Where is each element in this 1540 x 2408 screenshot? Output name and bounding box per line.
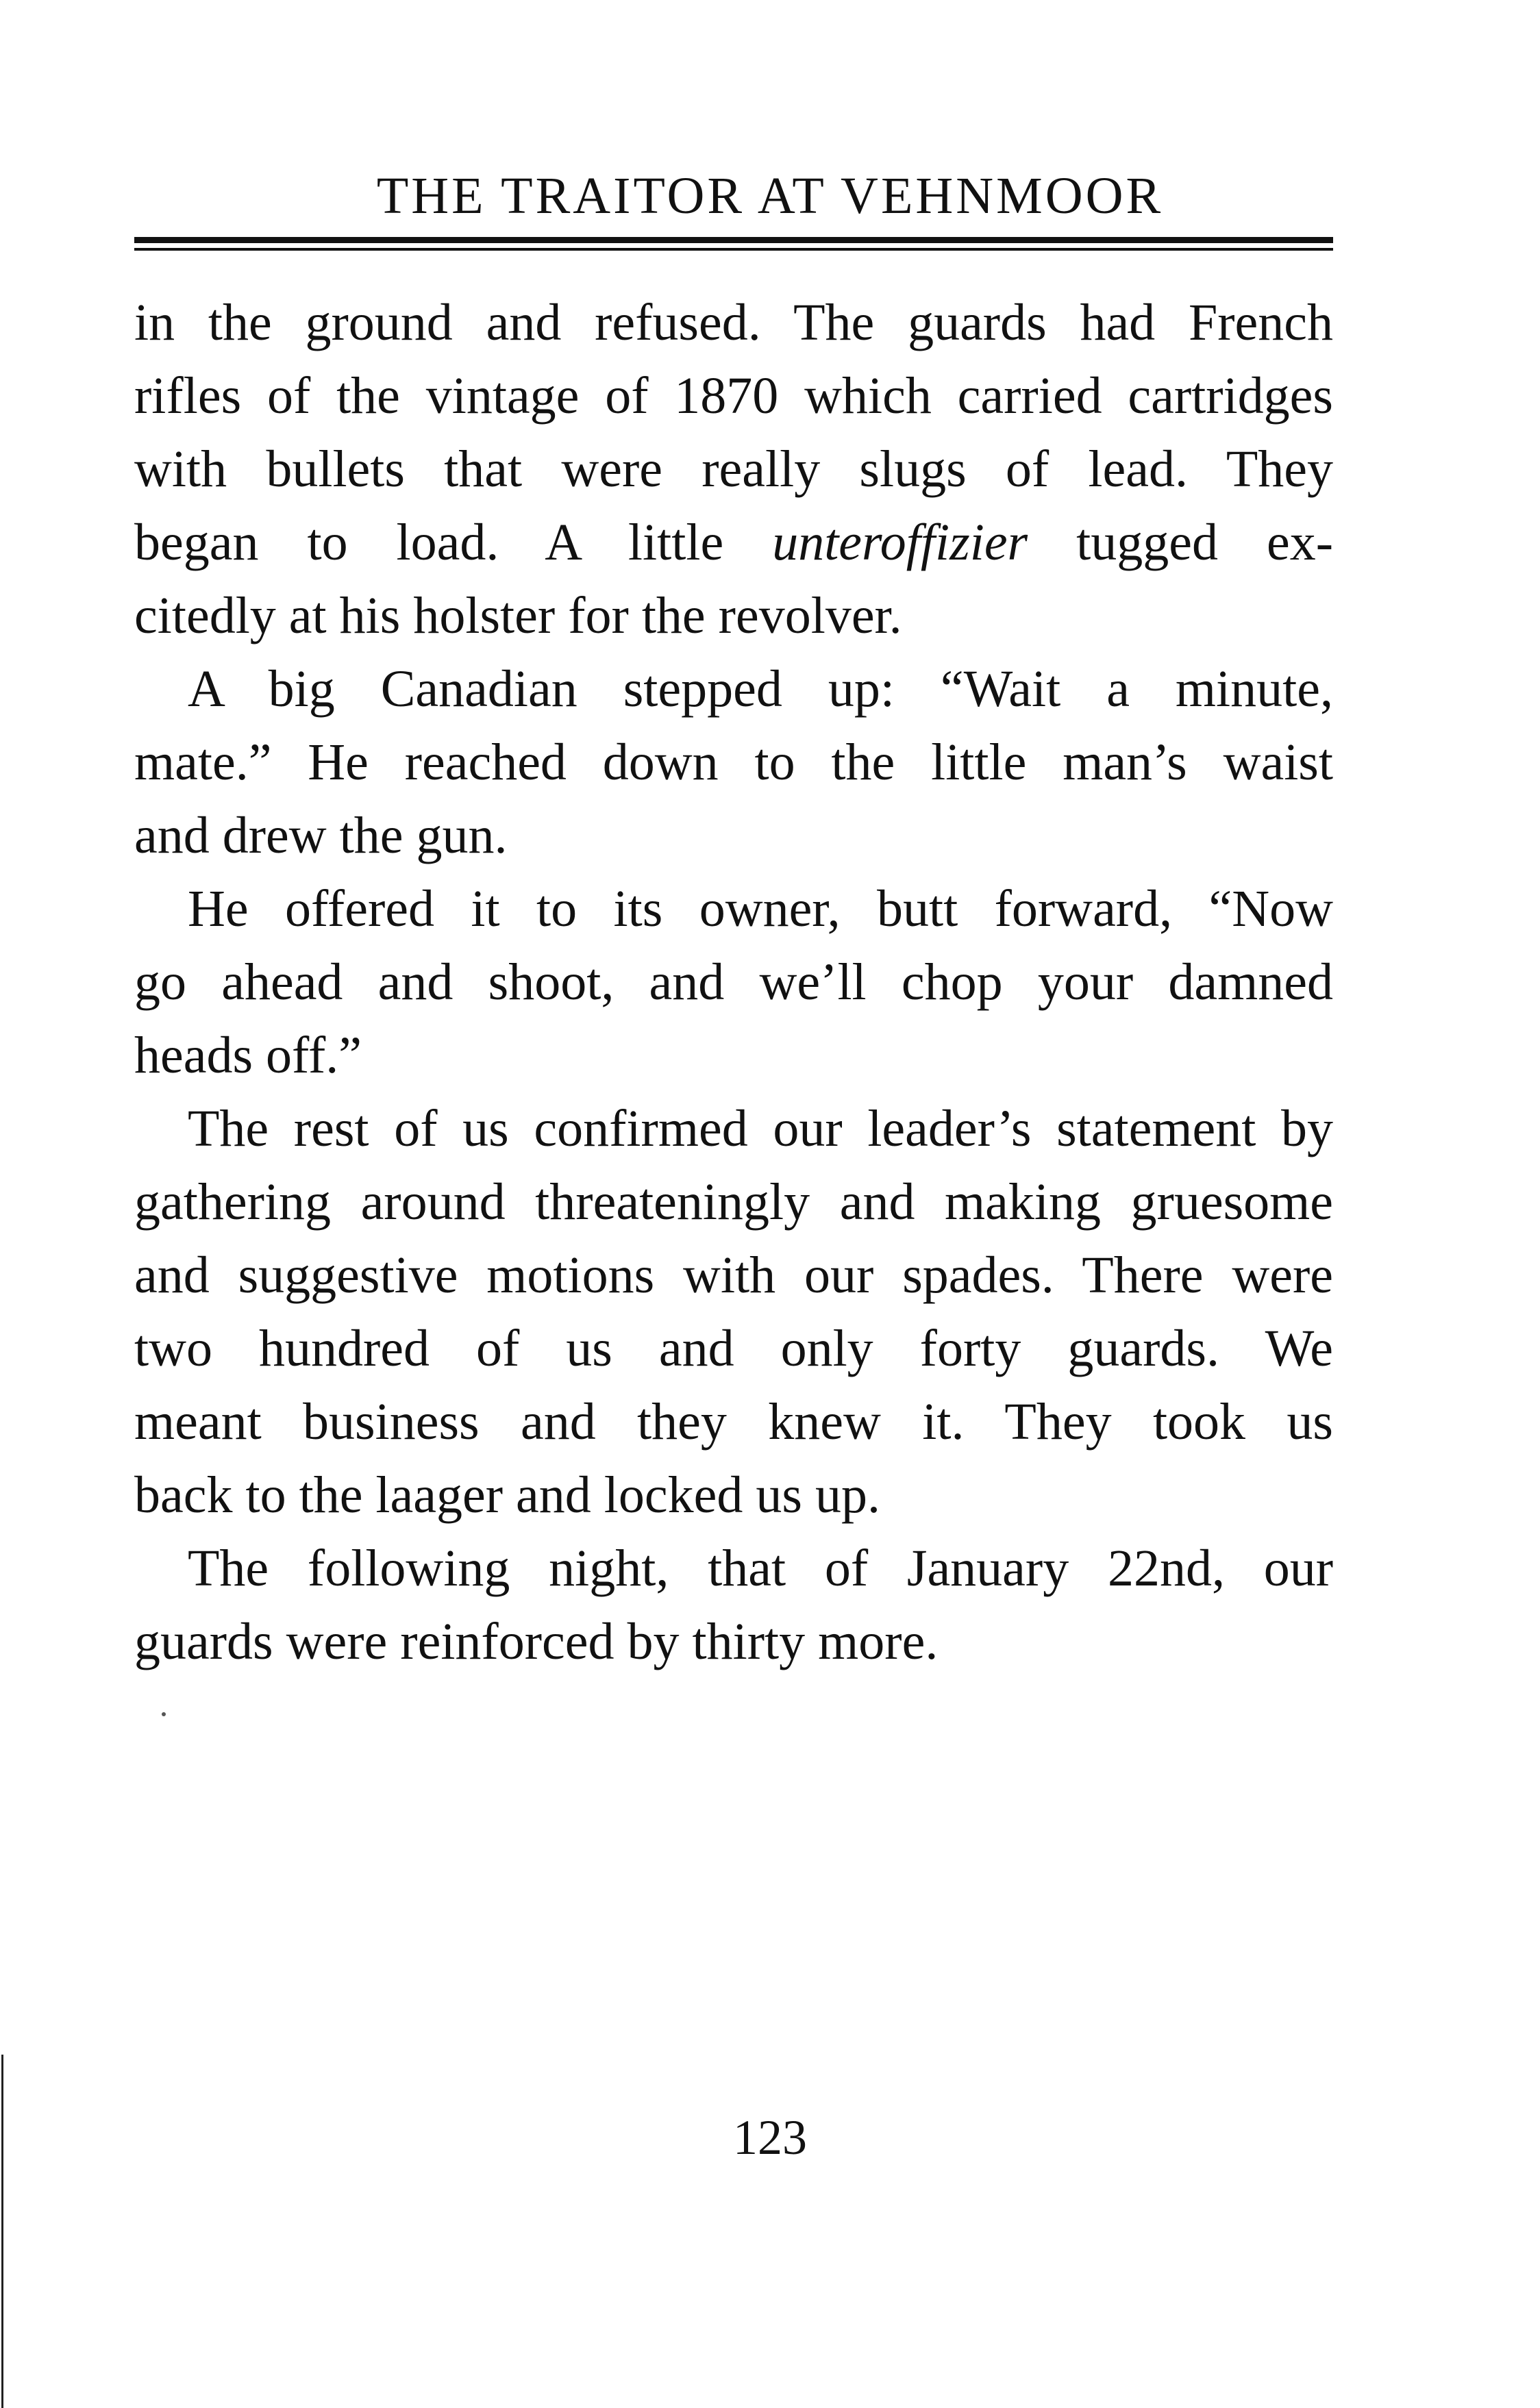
text-line: and drew the gun.	[134, 807, 508, 864]
text-line: and suggestive motions with our spades. There were	[134, 1246, 1333, 1304]
text-line: The following night, that of January 22nd, our	[188, 1540, 1333, 1597]
text-line: guards were reinforced by thirty more.	[134, 1613, 939, 1670]
text-line: The rest of us confirmed our leader’s statement by	[188, 1100, 1333, 1157]
italic-word: unteroffizier	[772, 514, 1028, 571]
text-line: in the ground and refused. The guards had French	[134, 294, 1333, 351]
text-line	[134, 506, 1333, 579]
text-line: gathering around threateningly and making gruesome	[134, 1173, 1333, 1231]
text-line: with bullets that were really slugs of lead. They	[134, 440, 1333, 498]
paragraph	[134, 1092, 1333, 1532]
header-rule-thick	[134, 237, 1333, 243]
stray-ink-mark	[162, 1712, 166, 1716]
text-line: back to the laager and locked us up.	[134, 1466, 880, 1524]
text-line: mate.” He reached down to the little man’s waist	[134, 733, 1333, 791]
scan-edge-line	[1, 2055, 3, 2408]
paragraph	[134, 286, 1333, 653]
text-segment: began to load. A little	[134, 514, 773, 571]
text-line: go ahead and shoot, and we’ll chop your damned	[134, 953, 1333, 1011]
text-line: meant business and they knew it. They took us	[134, 1393, 1333, 1451]
header-rule-thin	[134, 248, 1333, 251]
text-line: rifles of the vintage of 1870 which carried cartridges	[134, 367, 1333, 425]
text-segment: tugged ex-	[1028, 514, 1334, 571]
page-number: 123	[733, 2110, 807, 2165]
paragraph	[134, 653, 1333, 873]
paragraph	[134, 873, 1333, 1092]
text-line: A big Canadian stepped up: “Wait a minute,	[188, 660, 1333, 718]
text-line: citedly at his holster for the revolver.	[134, 587, 902, 644]
running-title: THE TRAITOR AT VEHNMOOR	[376, 167, 1164, 225]
paragraph	[134, 1532, 1333, 1679]
text-line: two hundred of us and only forty guards. We	[134, 1320, 1333, 1377]
text-line: He offered it to its owner, butt forward, “Now	[188, 880, 1333, 938]
body-text	[134, 286, 1333, 1679]
text-line: heads off.”	[134, 1027, 362, 1084]
